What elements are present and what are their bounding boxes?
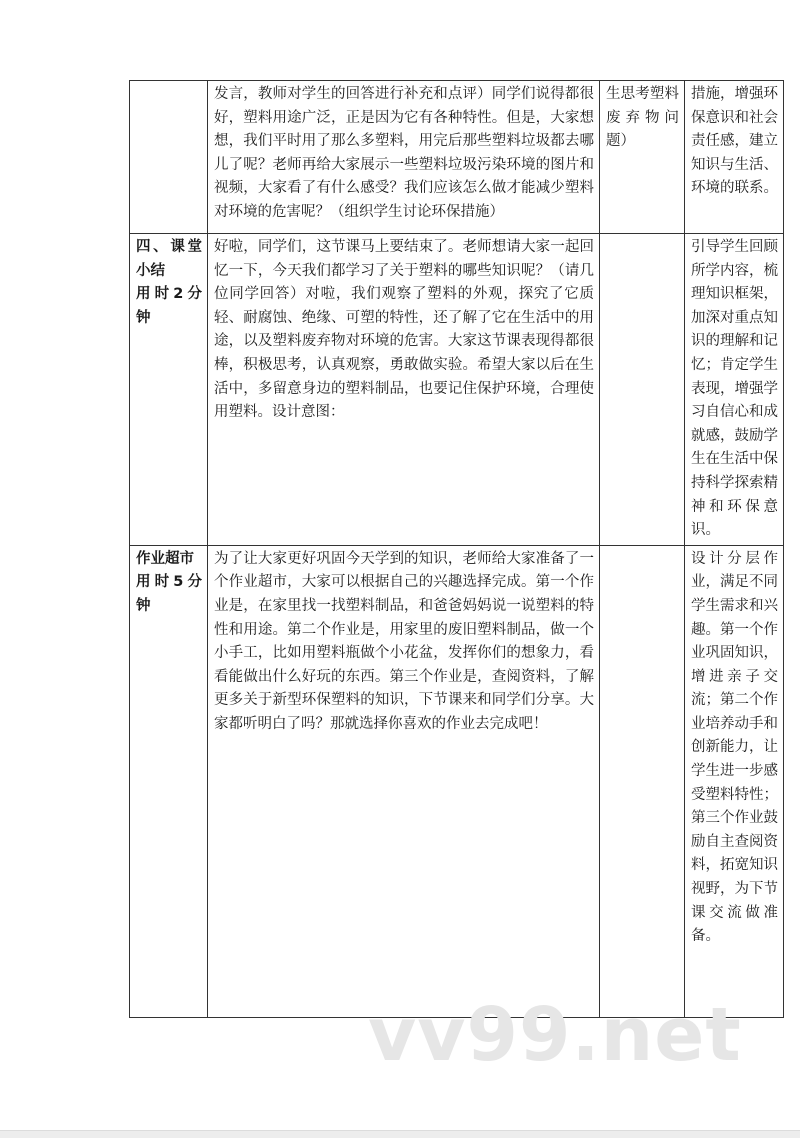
student-activity-cell: 生思考塑料废弃物问题） [600,81,685,234]
lesson-plan-table [129,80,784,1018]
watermark: vv99.net [368,992,742,1078]
design-intent-cell: 措施，增强环保意识和社会责任感，建立知识与生活、环境的联系。 [685,81,784,234]
phase-time: 用时2分钟 [136,286,202,326]
phase-cell [130,81,208,234]
table-row [130,234,784,546]
phase-cell [130,545,208,1017]
teacher-activity-cell: 好啦，同学们，这节课马上要结束了。老师想请大家一起回忆一下，今天我们都学习了关于塑料的哪些知识呢？（请几位同学回答）对啦，我们观察了塑料的外观，探究了它质轻、耐腐蚀、绝缘、可塑的特性，还了解了它在生活中的用途，以及塑料废弃物对环境的危害。大家这节课表现得都很棒，积极思考，认真观察，勇敢做实验。希望大家以后在生活中，多留意身边的塑料制品，也要记住保护环境，合理使用塑料。设计意图： [208,234,600,546]
phase-cell [130,234,208,546]
table-row [130,81,784,234]
phase-title: 作业超市 [136,550,194,567]
table-row [130,545,784,1017]
design-intent-cell: 引导学生回顾所学内容，梳理知识框架，加深对重点知识的理解和记忆；肯定学生表现，增强学习自信心和成就感，鼓励学生在生活中保持科学探索精神和环保意识。 [685,234,784,546]
teacher-activity-cell: 为了让大家更好巩固今天学到的知识，老师给大家准备了一个作业超市，大家可以根据自己的兴趣选择完成。第一个作业是，在家里找一找塑料制品，和爸爸妈妈说一说塑料的特性和用途。第二个作业是，用家里的废旧塑料制品，做一个小手工，比如用塑料瓶做个小花盆，发挥你们的想象力，看看能做出什么好玩的东西。第三个作业是，查阅资料，了解更多关于新型环保塑料的知识，下节课来和同学们分享。大家都听明白了吗？那就选择你喜欢的作业去完成吧！ [208,545,600,1017]
phase-time: 用时5分钟 [136,574,202,614]
student-activity-cell [600,234,685,546]
design-intent-cell: 设计分层作业，满足不同学生需求和兴趣。第一个作业巩固知识，增进亲子交流；第二个作业培养动手和创新能力，让学生进一步感受塑料特性；第三个作业鼓励自主查阅资料，拓宽知识视野，为下节课交流做准备。 [685,545,784,1017]
phase-title: 四、课堂小结 [136,239,202,279]
teacher-activity-cell: 发言，教师对学生的回答进行补充和点评）同学们说得都很好，塑料用途广泛，正是因为它有各种特性。但是，大家想想，我们平时用了那么多塑料，用完后那些塑料垃圾都去哪儿了呢？老师再给大家展示一些塑料垃圾污染环境的图片和视频，大家看了有什么感受？我们应该怎么做才能减少塑料对环境的危害呢？（组织学生讨论环保措施） [208,81,600,234]
student-activity-cell [600,545,685,1017]
